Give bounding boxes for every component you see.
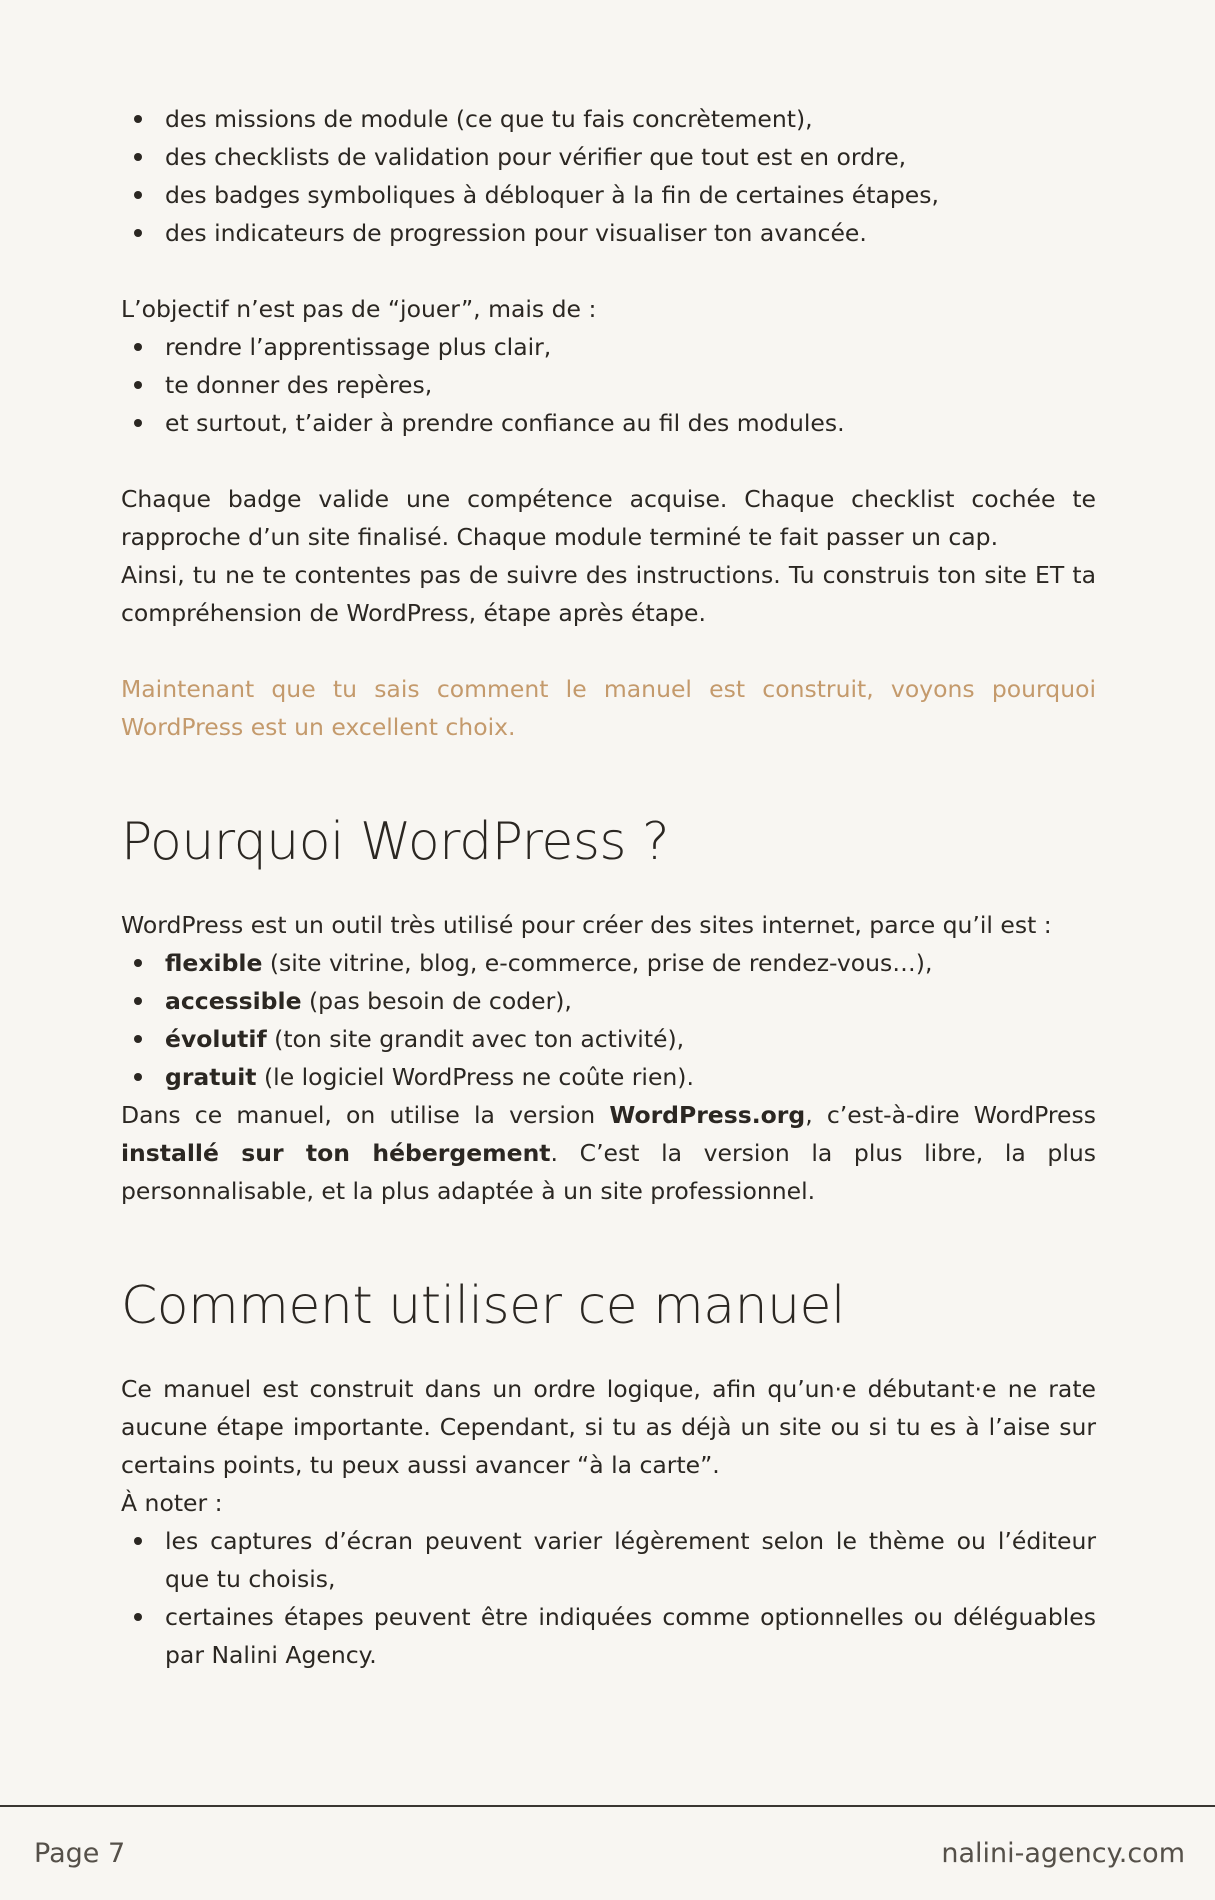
item-rest: (ton site grandit avec ton activité), xyxy=(266,1025,685,1053)
item-rest: (pas besoin de coder), xyxy=(301,987,572,1015)
why-lead: WordPress est un outil très utilisé pour créer des sites internet, parce qu’il est : xyxy=(121,911,1052,939)
list-item xyxy=(165,982,1096,1020)
note-list xyxy=(121,1522,1096,1674)
item-bold: gratuit xyxy=(165,1063,257,1091)
page-content xyxy=(121,100,1096,1674)
item-bold: accessible xyxy=(165,987,302,1015)
how-paragraph: Ce manuel est construit dans un ordre logique, afin qu’un·e débutant·e ne rate aucune étape importante. Cependant, si tu as déjà un site ou si tu es à l’aise sur certains points, tu peux aussi avancer “à la carte”. xyxy=(121,1375,1096,1479)
list-item xyxy=(165,1020,1096,1058)
text-span: . C’est la version la plus libre, la plus personnalisable, et la plus adaptée à un site professionnel. xyxy=(121,1139,1096,1205)
footer-website: nalini-agency.com xyxy=(941,1838,1185,1869)
text-span: , c’est-à-dire WordPress xyxy=(805,1101,1096,1129)
item-rest: (le logiciel WordPress ne coûte rien). xyxy=(256,1063,694,1091)
list-item: des missions de module (ce que tu fais concrètement), xyxy=(165,100,1096,138)
page-number: Page 7 xyxy=(34,1838,126,1869)
why-list xyxy=(121,944,1096,1096)
list-item: et surtout, t’aider à prendre confiance au fil des modules. xyxy=(165,404,1096,442)
item-bold: évolutif xyxy=(165,1025,267,1053)
intro-list xyxy=(121,100,1096,252)
text-bold: installé sur ton hébergement xyxy=(121,1139,551,1167)
section-title-why-wordpress: Pourquoi WordPress ? xyxy=(121,812,670,872)
transition-paragraph: Maintenant que tu sais comment le manuel est construit, voyons pourquoi WordPress est un excellent choix. xyxy=(121,675,1096,741)
list-item: rendre l’apprentissage plus clair, xyxy=(165,328,1096,366)
list-item: des badges symboliques à débloquer à la fin de certaines étapes, xyxy=(165,176,1096,214)
badge-paragraph: Chaque badge valide une compétence acquise. Chaque checklist cochée te rapproche d’un site finalisé. Chaque module terminé te fait passer un cap. xyxy=(121,485,1096,551)
list-item: te donner des repères, xyxy=(165,366,1096,404)
version-paragraph xyxy=(121,1096,1096,1210)
objective-list xyxy=(121,328,1096,442)
list-item: des checklists de validation pour vérifier que tout est en ordre, xyxy=(165,138,1096,176)
footer-divider xyxy=(0,1805,1215,1807)
badge-paragraph-2: Ainsi, tu ne te contentes pas de suivre des instructions. Tu construis ton site ET ta compréhension de WordPress, étape après étape. xyxy=(121,561,1096,627)
list-item: des indicateurs de progression pour visualiser ton avancée. xyxy=(165,214,1096,252)
item-bold: flexible xyxy=(165,949,263,977)
section-title-how-to-use: Comment utiliser ce manuel xyxy=(121,1276,845,1336)
list-item xyxy=(165,1058,1096,1096)
list-item xyxy=(165,944,1096,982)
item-rest: (site vitrine, blog, e-commerce, prise de rendez-vous…), xyxy=(262,949,933,977)
list-item: certaines étapes peuvent être indiquées comme optionnelles ou déléguables par Nalini Agency. xyxy=(165,1598,1096,1674)
list-item: les captures d’écran peuvent varier légèrement selon le thème ou l’éditeur que tu choisis, xyxy=(165,1522,1096,1598)
note-lead: À noter : xyxy=(121,1489,223,1517)
text-bold: WordPress.org xyxy=(609,1101,806,1129)
text-span: Dans ce manuel, on utilise la version xyxy=(121,1101,610,1129)
objective-lead: L’objectif n’est pas de “jouer”, mais de : xyxy=(121,295,597,323)
